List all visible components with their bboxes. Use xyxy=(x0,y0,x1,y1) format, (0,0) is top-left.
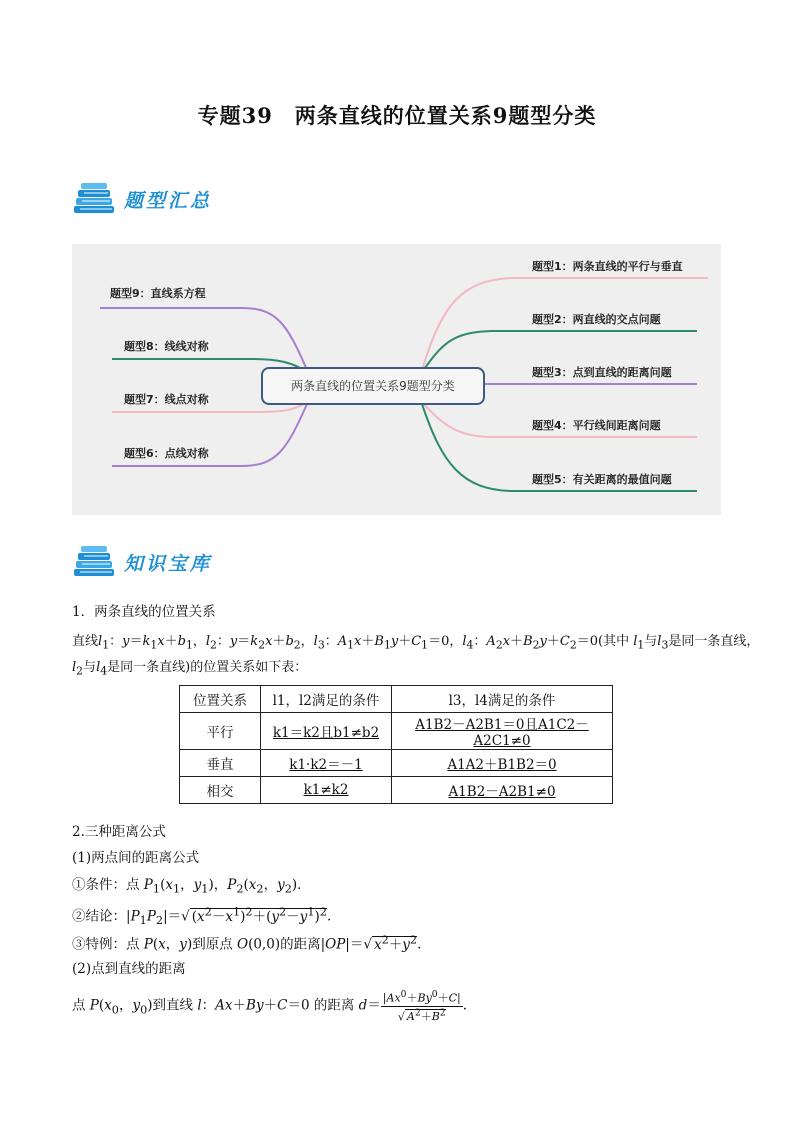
relation-table-wrap xyxy=(179,685,613,804)
conclusion-line: ②结论：$|P_1P_2|=√$ $(x^2-x^1)^2+(y^2-y^1)^2$. xyxy=(72,905,332,928)
table-header: 位置关系 xyxy=(180,686,261,713)
relation-table xyxy=(179,685,613,804)
table-row: 平行 k1＝k2且b1≠b2 A1B2－A2B1＝0且A1C2－A2C1≠0 xyxy=(180,713,613,750)
table-header: l3，l4满足的条件 xyxy=(392,686,613,713)
branch-label-2: 题型2：两直线的交点问题 xyxy=(532,313,661,326)
branch-label-5: 题型5：有关距离的最值问题 xyxy=(532,473,672,486)
mind-map xyxy=(72,244,721,515)
page-title: 专题39 两条直线的位置关系9题型分类 xyxy=(197,103,597,128)
point-line-distance: 点 $P(x_0$，$y_0$)到直线 l：Ax＋By＋C＝0 的距离 d＝ $\frac{|Ax^0+By^0+C|}{√ A^2+B^2}$ . xyxy=(72,989,468,1024)
branch-label-4: 题型4：平行线间距离问题 xyxy=(532,419,661,432)
books-icon xyxy=(72,545,116,579)
section-title: 题型汇总 xyxy=(124,190,213,212)
heading-distance-formulas: 2.三种距离公式 xyxy=(72,824,166,840)
table-row: 垂直 k1·k2＝－1 A1A2＋B1B2＝0 xyxy=(180,750,613,777)
branch-label-8: 题型8：线线对称 xyxy=(124,340,209,353)
line-definitions-cont: $l_2$与$l_4$是同一条直线)的位置关系如下表： xyxy=(72,660,308,678)
heading-position-relation: 1．两条直线的位置关系 xyxy=(72,604,216,620)
books-icon xyxy=(72,182,116,216)
branch-label-3: 题型3：点到直线的距离问题 xyxy=(532,366,672,379)
condition-line: ①条件：点 $P_1(x_1$，$y_1$)，$P_2(x_2$，$y_2$)． xyxy=(72,877,311,896)
section-header-summary xyxy=(72,182,272,218)
line-definitions: 直线$l_1$：$y=k_1x+b_1$，$l_2$：$y=k_2x+b_2$，$l_3$：$A_1x+B_1y+C_1=0$，$l_4$：$A_2x+B_2y+C_2=0$(其中 $l_1$与$l_3$是同一条直线， xyxy=(72,634,760,652)
subheading-two-point: (1)两点间的距离公式 xyxy=(72,850,200,866)
section-title: 知识宝库 xyxy=(124,553,213,575)
mind-map-center: 两条直线的位置关系9题型分类 xyxy=(261,367,485,405)
table-row: 相交 k1≠k2 A1B2－A2B1≠0 xyxy=(180,777,613,804)
subheading-point-line: (2)点到直线的距离 xyxy=(72,961,186,977)
section-header-knowledge xyxy=(72,545,272,581)
special-case-line: ③特例：点 P(x，y)到原点 O(0,0)的距离|OP|＝√ $x^2+y^2$. xyxy=(72,933,422,953)
branch-label-6: 题型6：点线对称 xyxy=(124,447,209,460)
branch-label-7: 题型7：线点对称 xyxy=(124,393,209,406)
branch-label-1: 题型1：两条直线的平行与垂直 xyxy=(532,260,683,273)
table-header: l1，l2满足的条件 xyxy=(261,686,392,713)
branch-label-9: 题型9：直线系方程 xyxy=(110,287,206,300)
